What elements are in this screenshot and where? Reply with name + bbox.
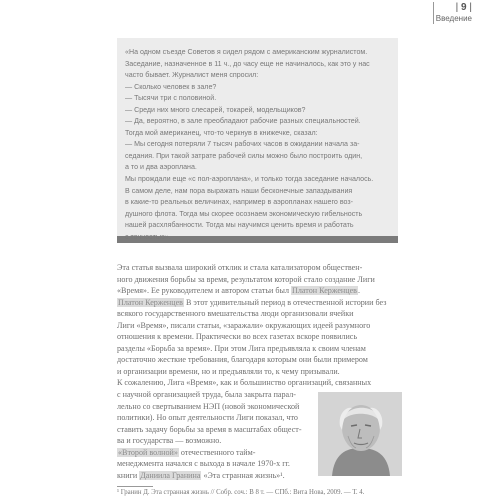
quote-line: — Да, вероятно, в зале преобладают рабочие разных специальностей. (125, 117, 361, 126)
quote-line: — Среди них много слесарей, токарей, модельщиков? (125, 105, 306, 114)
quote-line: — Мы сегодня потеряли 7 тысяч рабочих часов в ожидании начала за- (125, 140, 360, 149)
text-run: Лиги «Время», писали статьи, «заражали» окружающих идеей разумного (117, 320, 371, 330)
quote-line: Мы прождали еще «с пол-аэроплана», и только тогда заседание началось. (125, 175, 374, 184)
highlighted-name: Платон Керженцев (118, 297, 183, 307)
page-number: | 9 | (455, 2, 472, 13)
body-line (117, 389, 315, 401)
body-line (117, 458, 315, 470)
body-line (117, 308, 407, 320)
text-run: В этот удивительный период в отечественной истории без (183, 297, 387, 307)
text-run: книги (117, 470, 140, 480)
section-label: Введение (435, 14, 472, 23)
text-run: «Эта странная жизнь»¹. (201, 470, 285, 480)
text-run: отношения к времени. Практически во всех газетах вскоре появились (117, 332, 358, 342)
body-line (117, 331, 407, 343)
body-line (117, 412, 315, 424)
highlighted-name: «Второй волной» (118, 447, 178, 457)
quote-line: часто бывает. Журналист меня спросил: (125, 71, 259, 80)
body-line (117, 401, 315, 413)
text-run: разделы «Борьба за время». При этом Лига предъявляла к своим членам (117, 343, 366, 353)
text-run: достаточно жесткие требования, благодаря которым они были примером (117, 355, 368, 365)
text-run: и организации времени, но и предъявляли то, к чему призывали. (117, 366, 340, 376)
quote-line: а то и два аэроплана. (125, 163, 197, 172)
quote-line: душного флота. Тогда мы скорее осознаем экономическую гибельность (125, 209, 363, 218)
quote-line: — Сколько человек в зале? (125, 82, 217, 91)
portrait-photo (318, 392, 402, 476)
body-line (117, 354, 407, 366)
text-run: К сожалению, Лига «Время», как и большинство организаций, связанных (117, 378, 372, 388)
quote-line: нашей расхлябанности. Тогда мы научимся ценить время и работать (125, 221, 354, 230)
quote-line: Заседание, назначенное в 11 ч., до часу еще не начиналось, как это у нас (125, 59, 370, 68)
body-line (117, 274, 407, 286)
text-run: отечественного тайм- (178, 447, 256, 457)
highlighted-name: Платон Керженцев (292, 286, 357, 296)
text-run: «Время». Ее руководителем и автором статьи был (117, 286, 292, 296)
text-run: политики). Но опыт деятельности Лиги показал, что (117, 413, 298, 423)
text-run: с научной организацией труда, была закрыта парал- (117, 390, 296, 400)
quote-line: «На одном съезде Советов я сидел рядом с американским журналистом. (125, 48, 368, 56)
body-line (117, 320, 407, 332)
text-run: . (358, 286, 361, 296)
quote-line: — Тысячи три с половиной. (125, 94, 217, 103)
text-run: ва и государства — возможно. (117, 436, 222, 446)
body-line (117, 377, 407, 389)
body-line (117, 297, 407, 309)
body-line (117, 285, 407, 297)
quote-line: в какие-то реальных величинах, например в аэропланах нашего воз- (125, 198, 353, 207)
footnote: ¹ Гранин Д. Эта странная жизнь // Собр. соч.: В 8 т. — СПб.: Вита Нова, 2009. — Т. 4. (117, 489, 365, 496)
quote-line: с точностью». (125, 232, 171, 241)
quote-line: Тогда мой американец, что-то черкнув в книжечке, сказал: (125, 128, 318, 137)
body-line (117, 447, 315, 459)
body-line (117, 366, 407, 378)
quote-line: седания. При такой затрате рабочей силы можно было построить один, (125, 151, 363, 160)
quote-line: В самом деле, нам пора выражать наши бесконечные запаздывания (125, 186, 353, 195)
body-line (117, 424, 315, 436)
quote-box (117, 38, 398, 243)
footnote-rule (117, 486, 153, 487)
body-line (117, 435, 315, 447)
text-run: менеджмента начался с выхода в начале 1970-х гг. (117, 459, 290, 469)
text-run: Эта статья вызвала широкий отклик и стала катализатором обществен- (117, 263, 363, 272)
header-rule (433, 2, 434, 24)
text-run: ного движения борьбы за время, результатом которой стало создание Лиги (117, 274, 375, 284)
text-run: всякого государственного вмешательства люди организовали ячейки (117, 309, 354, 319)
text-run: ставить задачу борьбы за время в масштабах общест- (117, 424, 302, 434)
body-line (117, 343, 407, 355)
page-header (436, 2, 472, 24)
body-line (117, 262, 407, 274)
highlighted-name: Даниила Гранина (140, 470, 201, 480)
body-line (117, 470, 315, 482)
text-run: лельно со свертыванием НЭП (новой экономической (117, 401, 300, 411)
